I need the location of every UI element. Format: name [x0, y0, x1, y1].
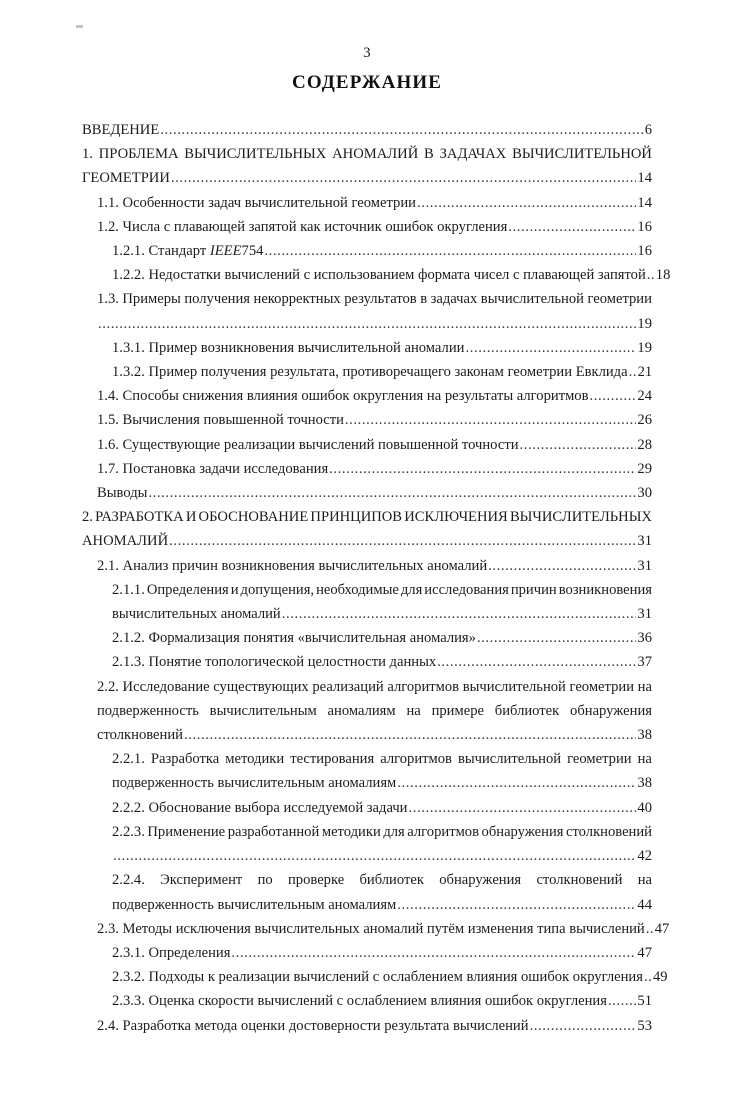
toc-entry-label: ГЕОМЕТРИИ [82, 170, 170, 187]
toc-entry[interactable] [82, 820, 652, 868]
toc-leader-dots [477, 626, 636, 650]
toc-page-number: 38 [637, 727, 652, 744]
toc-entry-wrapped-line: подверженность вычислительным аномалиям на примере библиотек обнаружения [97, 702, 652, 719]
toc-leader-dots [282, 602, 637, 626]
toc-entry[interactable] [82, 360, 652, 384]
toc-leader-dots [437, 650, 636, 674]
toc-entry[interactable] [82, 481, 652, 505]
toc-entry-label: ВВЕДЕНИЕ [82, 122, 160, 138]
toc-entry-last-line [112, 263, 671, 287]
toc-page-number: 29 [637, 460, 652, 477]
toc-entry-last-line [112, 650, 652, 674]
toc-page-number: 49 [652, 969, 668, 986]
toc-entry[interactable] [82, 675, 652, 748]
toc-entry[interactable] [82, 457, 652, 481]
toc-leader-dots [171, 166, 637, 190]
toc-entry[interactable] [82, 287, 652, 335]
toc-entry[interactable] [82, 917, 670, 941]
toc-page-number: 47 [654, 920, 670, 937]
toc-entry-label: 1.1. Особенности задач вычислительной геометрии [97, 194, 416, 211]
toc-entry[interactable] [82, 868, 652, 916]
toc-entry-last-line [82, 166, 652, 190]
toc-entry-label: 1.2.2. Недостатки вычислений с использованием формата чисел с плавающей запятой [112, 267, 646, 284]
toc-leader-dots [345, 408, 636, 432]
toc-entry-last-line [112, 965, 668, 989]
toc-leader-dots [647, 263, 655, 287]
toc-entry-label: 1.4. Способы снижения влияния ошибок округления на результаты алгоритмов [97, 388, 589, 405]
toc-entry-wrapped-line: 2.2.4. Эксперимент по проверке библиотек обнаружения столкновений на [112, 872, 652, 889]
toc-entry[interactable] [82, 384, 652, 408]
toc-entry[interactable] [82, 191, 652, 215]
toc-entry[interactable] [82, 215, 652, 239]
toc-leader-dots [644, 965, 652, 989]
toc-entry-wrapped-line: 2.2.3. Применение разработанной методики для алгоритмов обнаружения столкновений [112, 823, 652, 840]
toc-entry-last-line [97, 215, 652, 239]
toc-entry[interactable] [82, 505, 652, 553]
toc-entry-last-line [97, 481, 652, 505]
toc-page-number: 51 [637, 993, 652, 1010]
toc-page-number: 26 [637, 412, 652, 429]
toc-entry-label: 1.2.1. Стандарт IEEE754 [112, 243, 264, 260]
toc-leader-dots [409, 796, 637, 820]
toc-page-number: 6 [644, 122, 652, 138]
toc-page-number: 19 [637, 339, 652, 356]
toc-entry[interactable] [82, 239, 652, 263]
toc-entry-label: 1.3.2. Пример получения результата, противоречащего законам геометрии Евклида [112, 364, 628, 381]
toc-entry[interactable] [82, 1014, 652, 1038]
toc-entry-label: 2.4. Разработка метода оценки достоверности результата вычислений [97, 1017, 529, 1034]
toc-entry[interactable] [82, 578, 652, 626]
toc-entry[interactable] [82, 965, 668, 989]
toc-entry-last-line [82, 118, 652, 142]
toc-page-number: 21 [637, 364, 653, 381]
toc-entry-last-line [112, 239, 652, 263]
toc-entry[interactable] [82, 118, 652, 142]
toc-entry-last-line [112, 602, 652, 626]
toc-entry-label: 2.3.1. Определения [112, 944, 231, 961]
toc-entry-label: 1.5. Вычисления повышенной точности [97, 412, 344, 429]
toc-entry-label: 2.2.2. Обоснование выбора исследуемой задачи [112, 799, 408, 816]
toc-leader-dots [629, 360, 637, 384]
toc-entry-wrapped-line: 1.3. Примеры получения некорректных результатов в задачах вычислительной геометрии [97, 291, 652, 308]
page-title: СОДЕРЖАНИЕ [292, 72, 442, 93]
toc-entry-label: 2.3. Методы исключения вычислительных аномалий путём изменения типа вычислений [97, 920, 645, 937]
toc-leader-dots [520, 433, 637, 457]
toc-entry-last-line [97, 917, 670, 941]
toc-page-number: 53 [637, 1017, 652, 1034]
toc-entry-label: 2.1. Анализ причин возникновения вычислительных аномалий [97, 557, 488, 574]
toc-page-number: 30 [637, 485, 652, 502]
toc-page-number: 31 [637, 606, 652, 623]
toc-entry-label: столкновений [97, 727, 183, 744]
toc-leader-dots [508, 215, 636, 239]
toc-page-number: 14 [637, 170, 652, 187]
toc-page-number: 37 [637, 654, 652, 671]
toc-entry-last-line [97, 408, 652, 432]
toc-leader-dots [169, 529, 636, 553]
toc-entry-last-line [112, 771, 652, 795]
toc-entry[interactable] [82, 336, 652, 360]
toc-entry-last-line [97, 457, 652, 481]
toc-page-number: 24 [637, 388, 652, 405]
toc-entry[interactable] [82, 941, 652, 965]
toc-page-number: 36 [637, 630, 652, 647]
toc-entry-last-line [112, 360, 652, 384]
toc-entry[interactable] [82, 263, 671, 287]
toc-leader-dots [148, 481, 636, 505]
toc-leader-dots [231, 941, 636, 965]
toc-entry-label: 1.3.1. Пример возникновения вычислительной аномалии [112, 339, 465, 356]
toc-entry-last-line [112, 796, 652, 820]
toc-page-number: 19 [637, 315, 652, 332]
toc-page-number: 16 [637, 218, 652, 235]
toc-entry[interactable] [82, 142, 652, 190]
toc-entry-label: АНОМАЛИЙ [82, 533, 169, 550]
toc-entry-label: подверженность вычислительным аномалиям [112, 775, 397, 792]
toc-entry-label: Выводы [97, 485, 148, 502]
toc-entry-label: подверженность вычислительным аномалиям [112, 896, 397, 913]
toc-entry-last-line [97, 1014, 652, 1038]
toc-entry-label: 2.1.2. Формализация понятия «вычислительная аномалия» [112, 630, 476, 647]
toc-leader-dots [590, 384, 637, 408]
toc-leader-dots [98, 312, 636, 336]
toc-entry-last-line [112, 941, 652, 965]
toc-leader-dots [646, 917, 654, 941]
toc-entry[interactable] [82, 433, 652, 457]
toc-entry-last-line [97, 433, 652, 457]
toc-entry-last-line [112, 844, 652, 868]
toc-page-number: 47 [637, 944, 652, 961]
toc-entry-last-line [82, 529, 652, 553]
toc-page-number: 42 [637, 848, 652, 865]
toc-leader-dots [264, 239, 636, 263]
toc-entry-last-line [112, 336, 652, 360]
toc-entry-label: 1.2. Числа с плавающей запятой как источник ошибок округления [97, 218, 508, 235]
toc-leader-dots [397, 893, 636, 917]
toc-entry-label: 2.3.3. Оценка скорости вычислений с ослаблением влияния ошибок округления [112, 993, 607, 1010]
toc-entry-last-line [112, 893, 652, 917]
toc-entry-italic-term: IEEE [209, 243, 242, 260]
toc-entry-wrapped-line: 2.2.1. Разработка методики тестирования алгоритмов вычислительной геометрии на [112, 751, 652, 768]
toc-entry-label: 2.1.3. Понятие топологической целостности данных [112, 654, 437, 671]
toc-page-number: 16 [637, 243, 652, 260]
toc-page-number: 44 [637, 896, 652, 913]
toc-leader-dots [417, 191, 636, 215]
toc-leader-dots [397, 771, 636, 795]
toc-entry-last-line [97, 554, 652, 578]
toc-entry-label: 1.7. Постановка задачи исследования [97, 460, 329, 477]
toc-entry-last-line [97, 191, 652, 215]
toc-entry[interactable] [82, 796, 652, 820]
toc-page-number: 40 [637, 799, 652, 816]
toc-entry-label: 1.6. Существующие реализации вычислений повышенной точности [97, 436, 519, 453]
toc-entry-wrapped-line: 2.2. Исследование существующих реализаций алгоритмов вычислительной геометрии на [97, 678, 652, 695]
toc-page-number: 28 [637, 436, 652, 453]
toc-entry[interactable] [82, 626, 652, 650]
toc-leader-dots [160, 118, 643, 142]
toc-leader-dots [465, 336, 636, 360]
toc-entry-wrapped-line: 2.1.1. Определения и допущения, необходимые для исследования причин возникновения [112, 581, 652, 598]
toc-entry[interactable] [82, 989, 652, 1013]
toc-leader-dots [113, 844, 636, 868]
toc-entry-last-line [97, 384, 652, 408]
toc-entry-wrapped-line: 2. РАЗРАБОТКА И ОБОСНОВАНИЕ ПРИНЦИПОВ ИСКЛЮЧЕНИЯ ВЫЧИСЛИТЕЛЬНЫХ [82, 509, 652, 526]
toc-page-number: 31 [637, 533, 652, 550]
page-content [82, 0, 671, 1038]
toc-entry[interactable] [82, 554, 652, 578]
table-of-contents [82, 118, 671, 1038]
toc-entry[interactable] [82, 747, 652, 795]
toc-entry-label: 2.3.2. Подходы к реализации вычислений с ослаблением влияния ошибок округления [112, 969, 643, 986]
toc-entry-label: вычислительных аномалий [112, 606, 281, 623]
toc-entry-last-line [112, 989, 652, 1013]
toc-entry-wrapped-line: 1. ПРОБЛЕМА ВЫЧИСЛИТЕЛЬНЫХ АНОМАЛИЙ В ЗАДАЧАХ ВЫЧИСЛИТЕЛЬНОЙ [82, 146, 652, 163]
toc-page-number: 18 [655, 267, 671, 284]
toc-leader-dots [530, 1014, 637, 1038]
toc-page-number: 14 [637, 194, 652, 211]
page-folio-number: 3 [363, 45, 371, 61]
toc-leader-dots [608, 989, 636, 1013]
toc-page-number: 31 [637, 557, 652, 574]
toc-leader-dots [329, 457, 636, 481]
toc-entry[interactable] [82, 408, 652, 432]
toc-leader-dots [488, 554, 636, 578]
toc-page-number: 38 [637, 775, 652, 792]
toc-entry-last-line [97, 723, 652, 747]
toc-leader-dots [184, 723, 636, 747]
toc-entry-last-line [97, 312, 652, 336]
toc-entry[interactable] [82, 650, 652, 674]
toc-entry-last-line [112, 626, 652, 650]
